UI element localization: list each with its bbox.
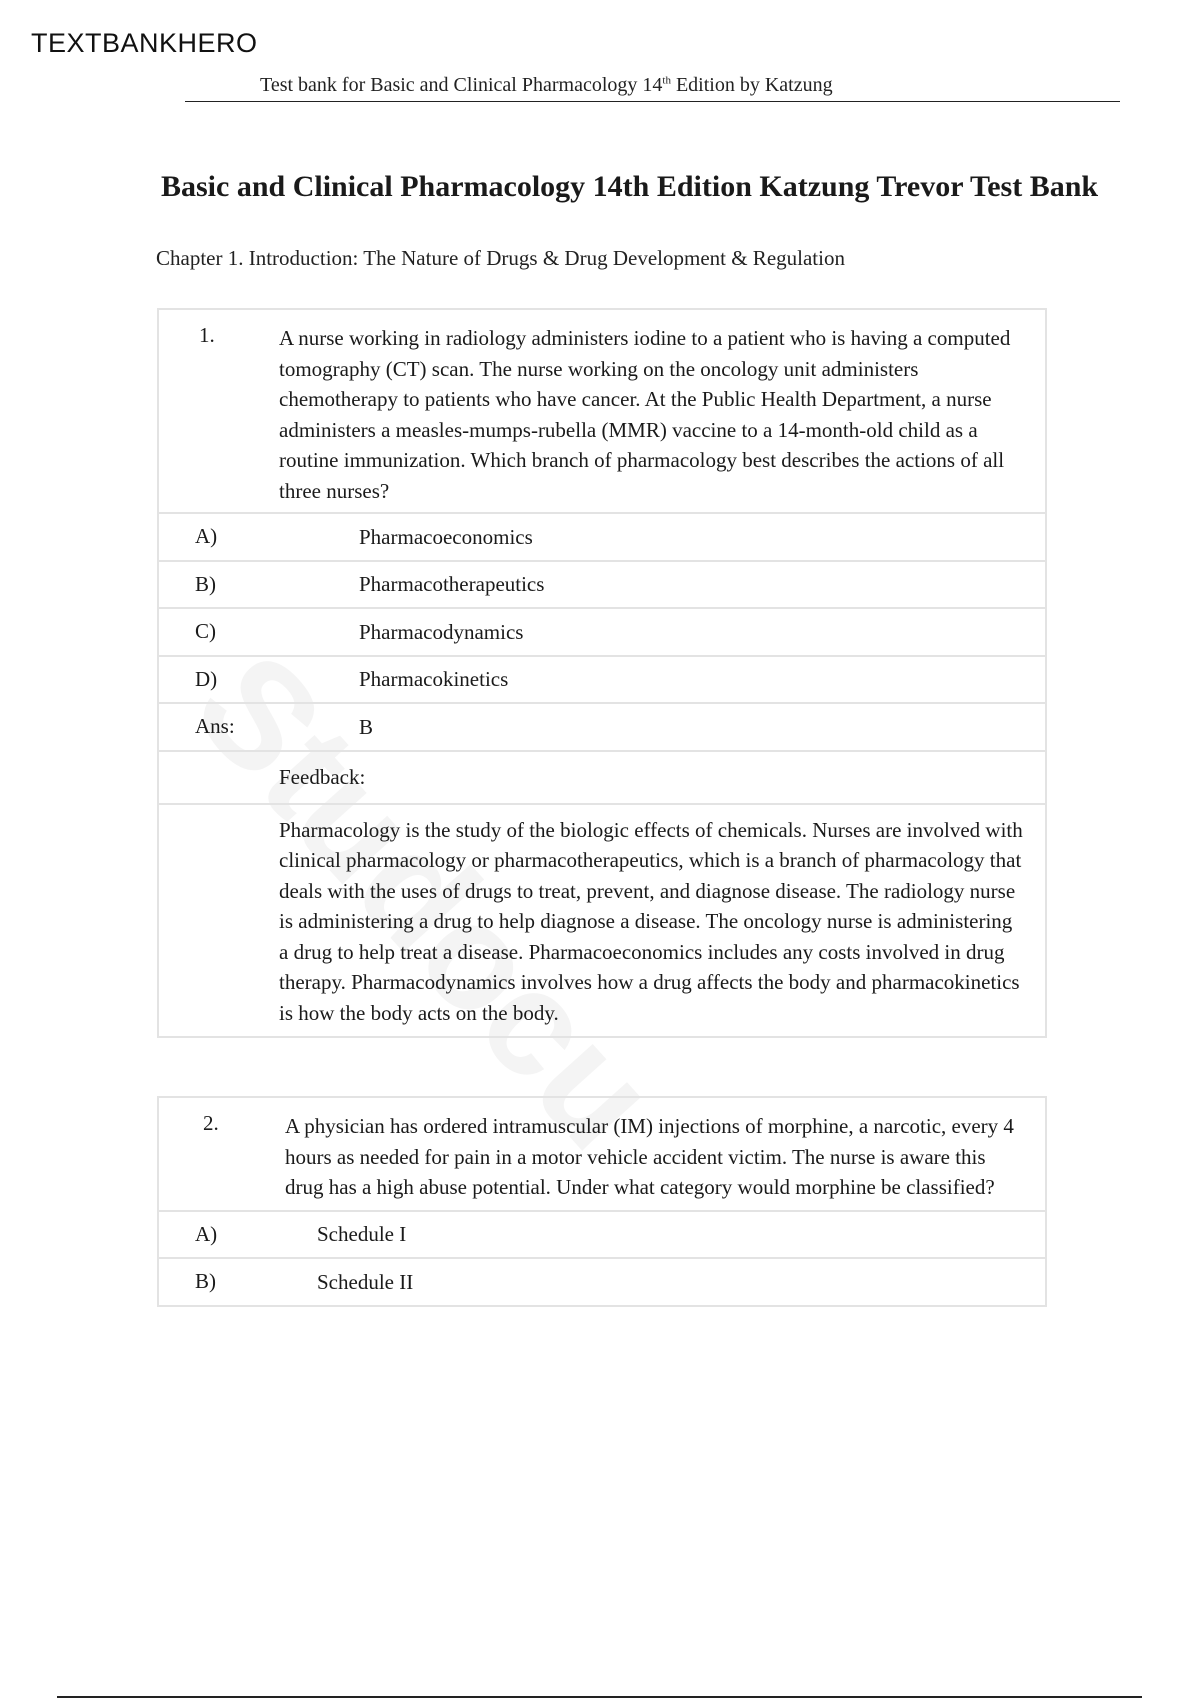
question-1-table (157, 308, 1047, 1038)
answer-row (159, 702, 1045, 750)
option-row (159, 560, 1045, 608)
feedback-body-row (159, 803, 1045, 1037)
running-header-suffix: Edition by Katzung (670, 74, 833, 96)
question-2-table (157, 1096, 1047, 1307)
option-text: Pharmacoeconomics (359, 524, 533, 549)
question-stem: A physician has ordered intramuscular (IM) injections of morphine, a narcotic, every 4 hours as needed for pain in a motor vehicle accident victim. The nurse is aware this drug has a high abuse potential. Under what category would morphine be classified? (285, 1114, 1014, 1199)
option-text: Pharmacotherapeutics (359, 572, 545, 596)
option-label: C) (195, 619, 216, 644)
option-text: Schedule I (317, 1222, 407, 1246)
option-text: Schedule II (317, 1269, 414, 1294)
option-text: Pharmacodynamics (359, 619, 524, 644)
running-header-sup: th (662, 74, 671, 87)
brand-logo: TEXTBANKHERO (31, 28, 258, 58)
option-label: D) (195, 666, 218, 691)
answer-value: B (359, 714, 374, 739)
answer-label: Ans: (195, 714, 235, 739)
question-stem-row (159, 1098, 1045, 1210)
option-text: Pharmacokinetics (359, 667, 509, 691)
feedback-label: Feedback: (279, 764, 366, 789)
chapter-heading: Chapter 1. Introduction: The Nature of Drugs & Drug Development & Regulation (156, 246, 845, 270)
option-label: A) (195, 524, 218, 549)
question-stem: A nurse working in radiology administers iodine to a patient who is having a computed tomography (CT) scan. The nurse working on the oncology unit administers chemotherapy to patients who have cancer. At the Public Health Department, a nurse administers a measles-mumps-rubella (MMR) vaccine to a 14-month-old child as a routine immunization. Which branch of pharmacology best describes the actions of all three nurses? (279, 326, 1011, 503)
option-row (159, 512, 1045, 560)
feedback-text: Pharmacology is the study of the biologic effects of chemicals. Nurses are involved with clinical pharmacology or pharmacotherapeutics, which is a branch of pharmacology that deals with the uses of drugs to treat, prevent, and diagnose disease. The radiology nurse is administering a drug to help diagnose a disease. The oncology nurse is administering a drug to help treat a disease. Pharmacoeconomics includes any costs involved in drug therapy. Pharmacodynamics involves how a drug affects the body and pharmacokinetics is how the body acts on the body. (279, 817, 1023, 1025)
question-stem-row (159, 310, 1045, 512)
option-label: A) (195, 1221, 218, 1246)
option-row (159, 607, 1045, 655)
feedback-header-row (159, 750, 1045, 803)
header-rule (185, 101, 1120, 102)
option-row (159, 1257, 1045, 1305)
question-number: 1. (199, 323, 215, 347)
running-header-prefix: Test bank for Basic and Clinical Pharmacology 14 (260, 74, 663, 96)
question-number: 2. (203, 1111, 219, 1135)
footer-rule (57, 1696, 1142, 1698)
running-header (260, 74, 833, 97)
option-row (159, 655, 1045, 703)
document-title: Basic and Clinical Pharmacology 14th Edition Katzung Trevor Test Bank (161, 170, 1099, 203)
option-label: B) (195, 1269, 216, 1294)
option-row (159, 1210, 1045, 1258)
option-label: B) (195, 571, 216, 596)
